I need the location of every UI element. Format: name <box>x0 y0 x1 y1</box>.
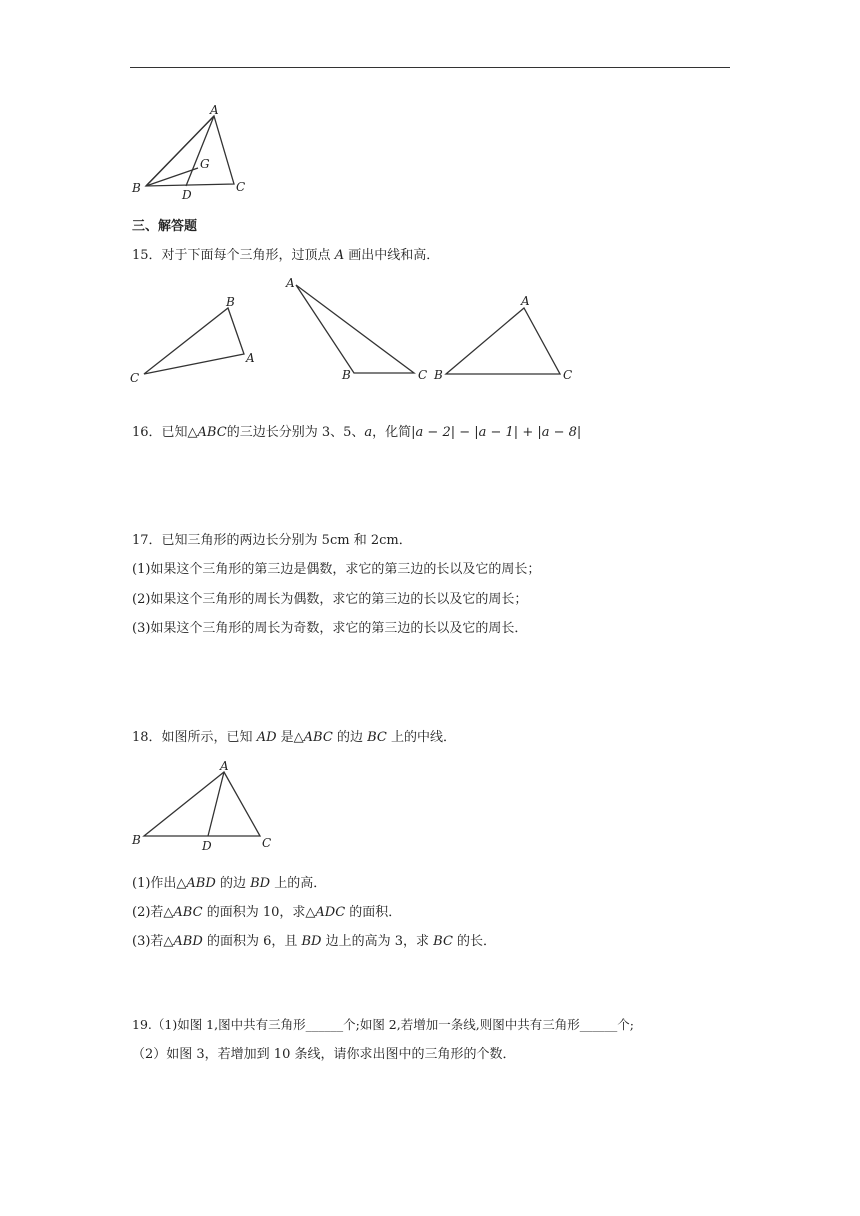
q15-f2-label-c: C <box>418 368 428 382</box>
q18-p1-a: (1)作出△ <box>132 876 187 891</box>
label-g: G <box>200 157 210 171</box>
q18-p1-abd: ABD <box>186 876 216 891</box>
q15-text-before: 对于下面每个三角形，过顶点 <box>161 248 331 263</box>
q18-p3-a: (3)若△ <box>132 934 174 949</box>
q18-p2-b: 的面积为 10，求△ <box>206 905 316 920</box>
q18-p1-c: 上的高． <box>274 876 327 891</box>
q18-p3-d: 的长． <box>457 934 497 949</box>
q17-part-3: (3)如果这个三角形的周长为奇数，求它的第三边的长以及它的周长． <box>132 621 528 636</box>
q18-bc: BC <box>367 730 387 745</box>
q17-stem: 已知三角形的两边长分别为 5cm 和 2cm． <box>161 533 412 548</box>
q17-part-1: (1)如果这个三角形的第三边是偶数，求它的第三边的长以及它的周长； <box>132 562 541 577</box>
q18-p3-abd: ABD <box>173 934 203 949</box>
q16-number: 16． <box>132 425 162 440</box>
q15-f3-label-b: B <box>434 368 443 382</box>
q18-abc: ABC <box>303 730 333 745</box>
q15-var: A <box>334 248 345 263</box>
section-heading: 三、解答题 <box>132 219 198 234</box>
q18-stem-b: 是△ <box>280 730 304 745</box>
q18-figure <box>128 756 278 856</box>
q18-number: 18． <box>132 730 162 745</box>
q15-figure-2 <box>282 275 432 385</box>
question-18 <box>132 729 456 747</box>
q18-part-3 <box>132 933 496 951</box>
q18-p3-bd: BD <box>301 934 322 949</box>
label-d: D <box>182 188 192 202</box>
q18-part-1 <box>132 875 326 893</box>
label-b: B <box>132 181 141 195</box>
q18-p1-b: 的边 <box>219 876 246 891</box>
q18-p2-adc: ADC <box>315 905 346 920</box>
question-17 <box>132 532 412 550</box>
q18-p3-bc: BC <box>433 934 453 949</box>
q15-f1-label-a: A <box>246 351 255 365</box>
q15-figure-1 <box>128 290 268 385</box>
q17-part-2: (2)如果这个三角形的周长为偶数，求它的第三边的长以及它的周长； <box>132 592 528 607</box>
q18-label-a: A <box>220 759 229 773</box>
q16-var: a <box>364 425 373 440</box>
q18-stem-d: 上的中线． <box>390 730 456 745</box>
q18-stem-c: 的边 <box>336 730 363 745</box>
q16-text-simplify: ，化简 <box>372 425 412 440</box>
q18-p2-abc: ABC <box>173 905 203 920</box>
q17-number: 17． <box>132 533 162 548</box>
q18-p2-a: (2)若△ <box>132 905 174 920</box>
question-19-line-2: （2）如图 3，若增加到 10 条线，请你求出图中的三角形的个数． <box>132 1047 516 1062</box>
q15-f1-label-c: C <box>130 371 140 385</box>
question-19-line-1: 19.（1)如图 1,图中共有三角形______个;如图 2,若增加一条线,则图中共有三角形______个; <box>132 1017 634 1032</box>
header-rule <box>130 67 730 68</box>
q15-text-after: 画出中线和高． <box>348 248 440 263</box>
q15-number: 15． <box>132 248 162 263</box>
q18-ad: AD <box>256 730 277 745</box>
q18-label-d: D <box>202 839 212 853</box>
q16-expression: |a − 2| − |a − 1| + |a − 8| <box>411 425 582 440</box>
q15-f2-label-b: B <box>342 368 351 382</box>
figure-triangle-abc-g-d <box>128 102 258 202</box>
q16-text-mid: 的三边长分别为 3、5、 <box>226 425 365 440</box>
q15-f3-label-c: C <box>563 368 573 382</box>
q15-f3-label-a: A <box>521 294 530 308</box>
label-c: C <box>236 180 246 194</box>
q18-p3-c: 边上的高为 3，求 <box>325 934 430 949</box>
q16-text-before: 已知△ <box>161 425 198 440</box>
q16-tri: ABC <box>197 425 227 440</box>
q18-p2-c: 的面积． <box>349 905 402 920</box>
q18-p3-b: 的面积为 6，且 <box>206 934 298 949</box>
q18-label-c: C <box>262 836 272 850</box>
q18-part-2 <box>132 904 401 922</box>
q15-f2-label-a: A <box>286 276 295 290</box>
q18-label-b: B <box>132 833 141 847</box>
q18-p1-bd: BD <box>250 876 271 891</box>
question-15 <box>132 247 439 265</box>
question-16 <box>132 424 581 442</box>
q15-figure-3 <box>432 292 582 387</box>
label-a: A <box>210 103 219 117</box>
q15-f1-label-b: B <box>226 295 235 309</box>
q18-stem-a: 如图所示，已知 <box>161 730 253 745</box>
